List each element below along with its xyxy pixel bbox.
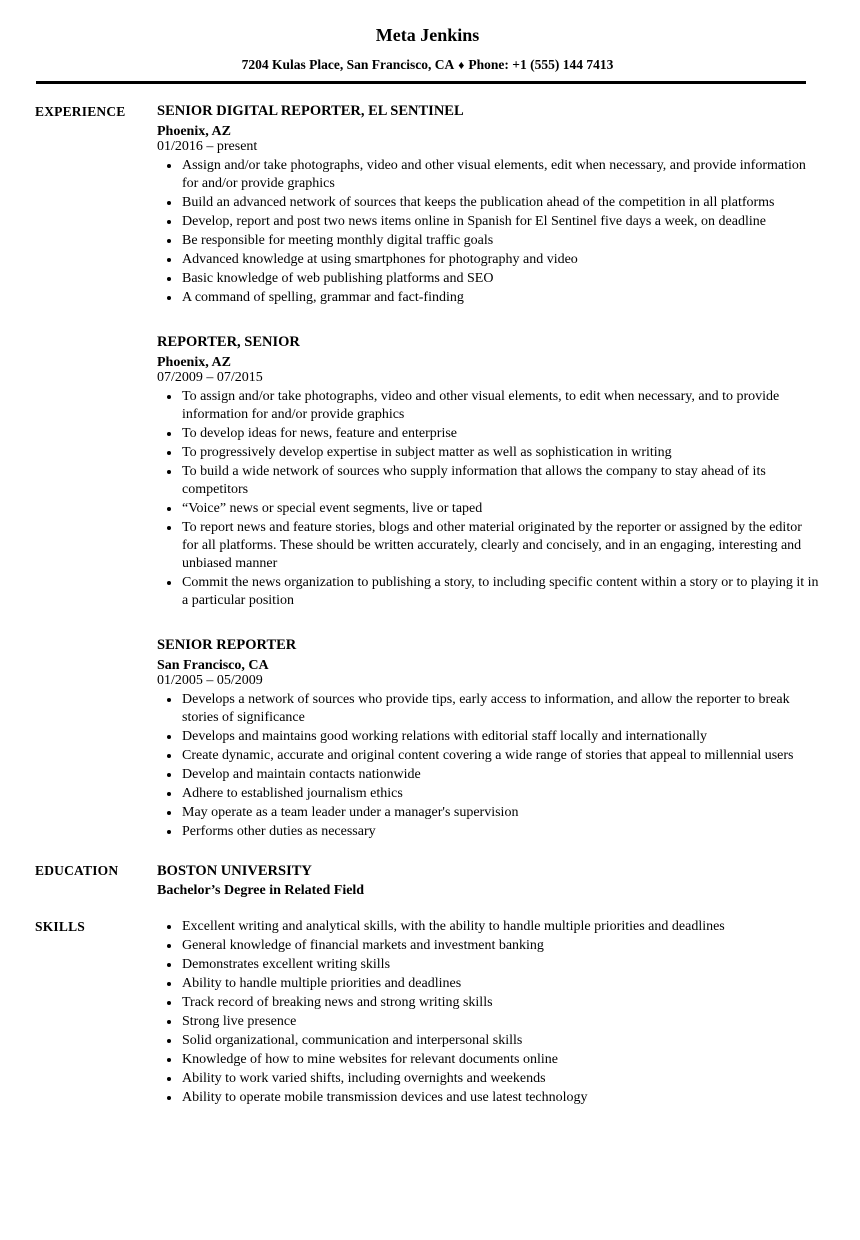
school-name: BOSTON UNIVERSITY	[157, 862, 312, 879]
job-dates: 01/2016 – present	[157, 138, 258, 154]
bullet-item: • May operate as a team leader under a manager's supervision	[181, 803, 820, 822]
job-bullet-list	[157, 156, 820, 307]
bullet-item: • Ability to work varied shifts, including overnights and weekends	[181, 1069, 820, 1088]
address-text: 7204 Kulas Place, San Francisco, CA	[241, 57, 455, 72]
bullet-item: • To build a wide network of sources who supply information that allows the company to stay ahead of its competitors	[181, 462, 820, 499]
bullet-item: • Strong live presence	[181, 1012, 820, 1031]
skills-bullet-list	[157, 917, 820, 1107]
experience-section-label: EXPERIENCE	[35, 103, 126, 119]
job-bullet-list	[157, 690, 820, 841]
job-dates: 07/2009 – 07/2015	[157, 369, 263, 385]
job-location: Phoenix, AZ	[157, 123, 231, 139]
bullet-item: • Ability to operate mobile transmission devices and use latest technology	[181, 1088, 820, 1107]
section-education	[35, 861, 820, 901]
bullet-item: • Develop, report and post two news items online in Spanish for El Sentinel five days a week, on deadline	[181, 212, 820, 231]
bullet-item: • To progressively develop expertise in subject matter as well as sophistication in writing	[181, 443, 820, 462]
section-experience	[35, 102, 820, 841]
bullet-item: • Be responsible for meeting monthly digital traffic goals	[181, 231, 820, 250]
bullet-item: • A command of spelling, grammar and fact-finding	[181, 288, 820, 307]
header-divider	[36, 81, 806, 84]
job-dates: 01/2005 – 05/2009	[157, 672, 263, 688]
bullet-item: • To report news and feature stories, blogs and other material originated by the reporter or assigned by the editor for all platforms. These should be written accurately, clearly and concisely, and in an engaging, interesting and unbiased manner	[181, 518, 820, 573]
bullet-item: • Excellent writing and analytical skills, with the ability to handle multiple priorities and deadlines	[181, 917, 820, 936]
bullet-item: • To assign and/or take photographs, video and other visual elements, to edit when necessary, and to provide information for and/or provide graphics	[181, 387, 820, 424]
bullet-item: • To develop ideas for news, feature and enterprise	[181, 424, 820, 443]
education-content	[157, 861, 820, 901]
experience-content	[157, 102, 820, 841]
person-name: Meta Jenkins	[375, 25, 480, 45]
job-bullet-list	[157, 387, 820, 610]
bullet-item: • Develop and maintain contacts nationwide	[181, 765, 820, 784]
diamond-icon: ♦	[458, 58, 465, 72]
bullet-item: • Create dynamic, accurate and original content covering a wide range of stories that appeal to millennial users	[181, 746, 820, 765]
bullet-item: • Commit the news organization to publishing a story, to including specific content within a story or to playing it in a particular position	[181, 573, 820, 610]
resume-header	[35, 22, 820, 84]
bullet-item: • Assign and/or take photographs, video and other visual elements, edit when necessary, and provide information for and/or provide graphics	[181, 156, 820, 193]
bullet-item: • Build an advanced network of sources that keeps the publication ahead of the competition in all platforms	[181, 193, 820, 212]
skills-section-label: SKILLS	[35, 918, 85, 934]
job-location: Phoenix, AZ	[157, 354, 231, 370]
bullet-item: • Performs other duties as necessary	[181, 822, 820, 841]
job-title: SENIOR REPORTER	[157, 636, 297, 653]
bullet-item: • Basic knowledge of web publishing platforms and SEO	[181, 269, 820, 288]
bullet-item: • Advanced knowledge at using smartphones for photography and video	[181, 250, 820, 269]
section-skills	[35, 917, 820, 1107]
phone-text: Phone: +1 (555) 144 7413	[468, 57, 614, 72]
skills-content	[157, 917, 820, 1107]
bullet-item: • Adhere to established journalism ethics	[181, 784, 820, 803]
bullet-item: • Develops a network of sources who provide tips, early access to information, and allow the reporter to break stories of significance	[181, 690, 820, 727]
job-title: REPORTER, SENIOR	[157, 333, 300, 350]
bullet-item: • “Voice” news or special event segments, live or taped	[181, 499, 820, 518]
bullet-item: • General knowledge of financial markets and investment banking	[181, 936, 820, 955]
education-section-label: EDUCATION	[35, 862, 119, 878]
job-location: San Francisco, CA	[157, 657, 269, 673]
bullet-item: • Ability to handle multiple priorities and deadlines	[181, 974, 820, 993]
job-entry-1	[157, 102, 820, 307]
contact-line	[35, 56, 820, 74]
job-entry-3	[157, 636, 820, 841]
bullet-item: • Knowledge of how to mine websites for relevant documents online	[181, 1050, 820, 1069]
bullet-item: • Demonstrates excellent writing skills	[181, 955, 820, 974]
bullet-item: • Solid organizational, communication and interpersonal skills	[181, 1031, 820, 1050]
job-title: SENIOR DIGITAL REPORTER, EL SENTINEL	[157, 102, 464, 119]
bullet-item: • Develops and maintains good working relations with editorial staff locally and internationally	[181, 727, 820, 746]
bullet-item: • Track record of breaking news and strong writing skills	[181, 993, 820, 1012]
resume-main	[35, 102, 820, 1107]
job-entry-2	[157, 333, 820, 610]
degree: Bachelor’s Degree in Related Field	[157, 882, 365, 898]
